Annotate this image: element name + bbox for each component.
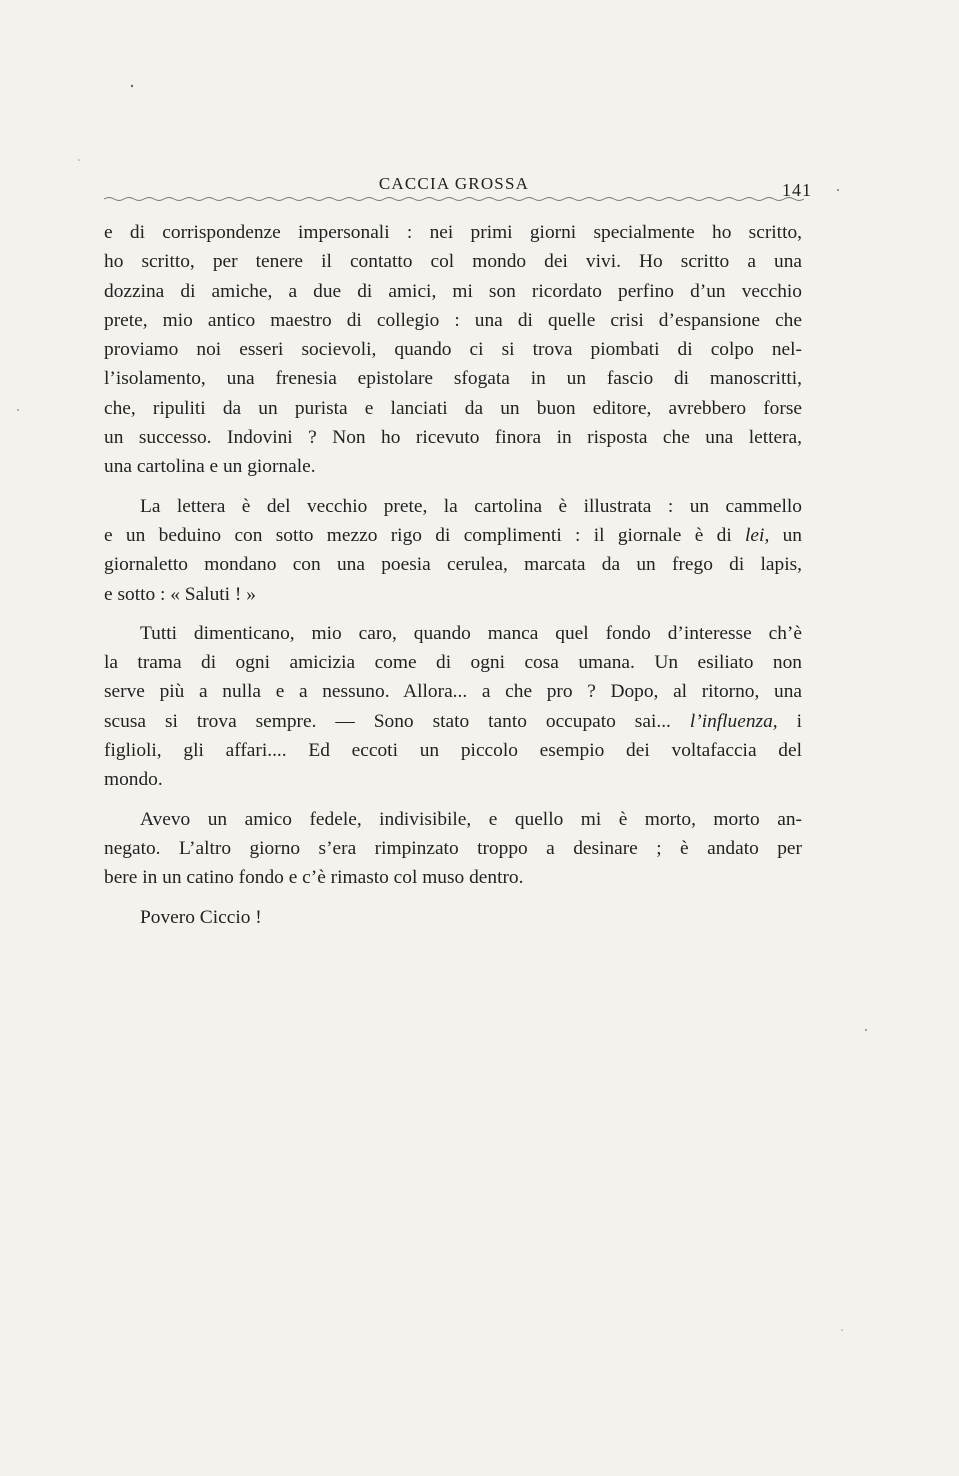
text-line: scusa si trova sempre. — Sono stato tanto occupato sai... l’influenza, i <box>104 710 802 732</box>
text-line: serve più a nulla e a nessuno. Allora... a che pro ? Dopo, al ritorno, una <box>104 681 802 703</box>
text-line: una cartolina e un giornale. <box>104 456 316 478</box>
text-line: proviamo noi esseri socievoli, quando ci si trova piombati di colpo nel- <box>104 339 802 361</box>
text-line: che, ripuliti da un purista e lanciati da un buon editore, avrebbero forse <box>104 397 802 419</box>
paragraph <box>104 619 802 795</box>
text-line: La lettera è del vecchio prete, la cartolina è illustrata : un cammello <box>140 495 802 517</box>
text-line: dozzina di amiche, a due di amici, mi son ricordato perfino d’un vecchio <box>104 280 802 302</box>
text-line: mondo. <box>104 769 163 791</box>
page-number: 141 <box>782 180 812 200</box>
text-line: un successo. Indovini ? Non ho ricevuto finora in risposta che una lettera, <box>104 427 802 449</box>
paragraph <box>104 218 802 482</box>
text-line: Tutti dimenticano, mio caro, quando manca quel fondo d’interesse ch’è <box>140 622 802 644</box>
paragraph <box>104 805 802 893</box>
paragraph <box>104 903 802 932</box>
running-title: CACCIA GROSSA <box>378 174 530 193</box>
text-line: Povero Ciccio ! <box>140 906 262 928</box>
text-line: e un beduino con sotto mezzo rigo di complimenti : il giornale è di lei, un <box>104 524 803 546</box>
text-line: bere in un catino fondo e c’è rimasto col muso dentro. <box>104 867 524 889</box>
body-text <box>104 218 802 932</box>
text-line: Avevo un amico fedele, indivisibile, e quello mi è morto, morto an- <box>140 808 802 830</box>
text-line: l’isolamento, una frenesia epistolare sfogata in un fascio di manoscritti, <box>104 368 802 390</box>
text-line: negato. L’altro giorno s’era rimpinzato troppo a desinare ; è andato per <box>104 837 802 859</box>
text-line: giornaletto mondano con una poesia cerulea, marcata da un frego di lapis, <box>104 554 802 576</box>
running-head <box>104 174 812 200</box>
header-rule <box>104 196 804 202</box>
text-line: prete, mio antico maestro di collegio : una di quelle crisi d’espansione che <box>104 309 802 331</box>
text-line: e di corrispondenze impersonali : nei primi giorni specialmente ho scritto, <box>104 222 802 243</box>
text-line: ho scritto, per tenere il contatto col mondo dei vivi. Ho scritto a una <box>104 251 802 273</box>
text-line: e sotto : « Saluti ! » <box>104 583 256 605</box>
paragraph <box>104 492 802 609</box>
text-line: la trama di ogni amicizia come di ogni cosa umana. Un esiliato non <box>104 652 802 674</box>
text-line: figlioli, gli affari.... Ed eccoti un piccolo esempio dei voltafaccia del <box>104 740 802 762</box>
